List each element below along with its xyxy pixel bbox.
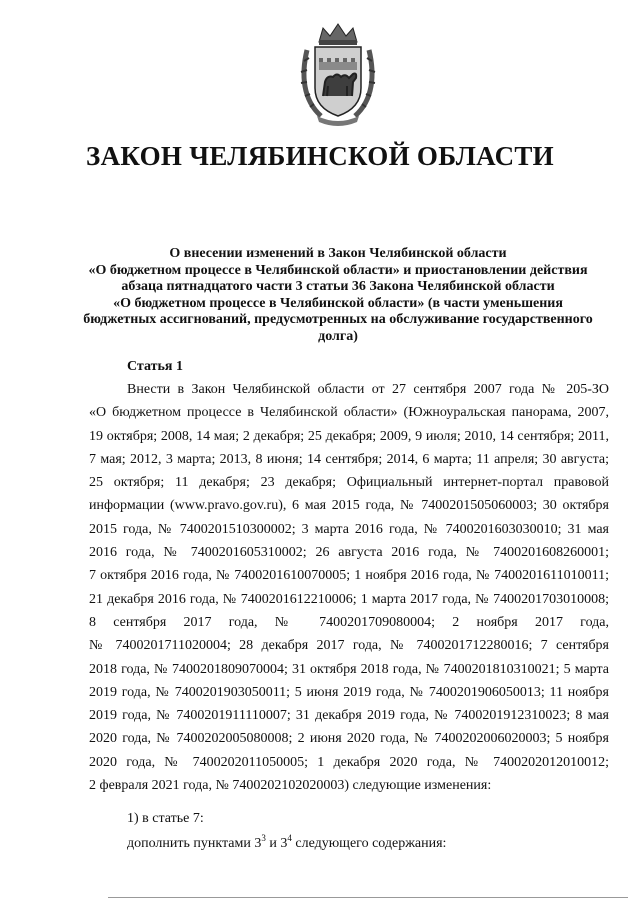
body-line: Внести в Закон Челябинской области от 27 сентября 2007 года № 205-ЗО xyxy=(127,382,609,397)
superscript: 3 xyxy=(261,833,266,843)
body-line: 2020 года, № 7400202011050005; 1 декабря 2020 года, № 7400202012010012; xyxy=(89,754,609,770)
law-title: ЗАКОН ЧЕЛЯБИНСКОЙ ОБЛАСТИ xyxy=(86,141,554,171)
body-line: 19 октября; 2008, 14 мая; 2 декабря; 25 декабря; 2009, 9 июля; 2010, 14 сентября; 2011, xyxy=(89,428,609,444)
body-line: 25 октября; 11 декабря; 23 декабря; Официальный интернет-портал правовой xyxy=(89,475,609,491)
article-heading: Статья 1 xyxy=(127,359,183,374)
chelyabinsk-coat-of-arms-emblem xyxy=(297,20,379,128)
body-line: 2 февраля 2021 года, № 7400202102020003) следующие изменения: xyxy=(89,778,492,794)
list-item-1: 1) в статье 7: xyxy=(127,811,204,826)
body-line: 2016 года, № 7400201605310002; 26 августа 2016 года, № 7400201608260001; xyxy=(89,545,609,561)
subtitle-line: «О бюджетном процессе в Челябинской области» и приостановлении действия xyxy=(88,262,588,278)
subtitle-line: бюджетных ассигнований, предусмотренных на обслуживание государственного xyxy=(83,312,593,327)
body-line: 2015 года, № 7400201510300002; 3 марта 2016 года, № 7400201603030010; 31 мая xyxy=(89,521,609,537)
body-line: информации (www.pravo.gov.ru), 6 мая 2015 года, № 7400201505060003; 30 октября xyxy=(89,498,609,514)
item2-text-before: дополнить пунктами 3 xyxy=(127,836,262,851)
subtitle-line: «О бюджетном процессе в Челябинской области» (в части уменьшения xyxy=(113,295,563,311)
article-body xyxy=(89,378,609,797)
list-item-2 xyxy=(127,833,447,852)
body-line: 2020 года, № 7400202005080008; 2 июня 2020 года, № 7400202006020003; 5 ноября xyxy=(89,731,609,747)
body-line: № 7400201711020004; 28 декабря 2017 года, № 7400201712280016; 7 сентября xyxy=(89,638,609,654)
body-line: 2019 года, № 7400201903050011; 5 июня 2019 года, № 7400201906050013; 11 ноября xyxy=(89,684,609,700)
item2-text-middle: и 3 xyxy=(265,836,288,851)
body-line: 21 декабря 2016 года, № 7400201612210006; 1 марта 2017 года, № 7400201703010008; xyxy=(89,591,609,607)
law-subtitle xyxy=(80,246,596,345)
subtitle-line: долга) xyxy=(318,328,358,344)
page-bottom-divider xyxy=(108,897,628,898)
body-line: 2019 года, № 7400201911110007; 31 декабря 2019 года, № 7400201912310023; 8 мая xyxy=(89,708,609,724)
body-line: 8 сентября 2017 года, № 7400201709080004; 2 ноября 2017 года, xyxy=(89,614,609,630)
body-line: 2018 года, № 7400201809070004; 31 октября 2018 года, № 7400201810310021; 5 марта xyxy=(89,661,609,677)
body-line: 7 мая; 2012, 3 марта; 2013, 8 июня; 14 сентября; 2014, 6 марта; 11 апреля; 30 августа; xyxy=(89,451,609,467)
subtitle-line: абзаца пятнадцатого части 3 статьи 36 Закона Челябинской области xyxy=(121,279,555,294)
body-line: «О бюджетном процессе в Челябинской области» (Южноуральская панорама, 2007, xyxy=(89,405,609,421)
item2-text-after: следующего содержания: xyxy=(291,836,447,851)
superscript: 4 xyxy=(287,833,292,843)
subtitle-line: О внесении изменений в Закон Челябинской области xyxy=(169,246,507,261)
body-line: 7 октября 2016 года, № 7400201610070005; 1 ноября 2016 года, № 7400201611010011; xyxy=(89,568,609,584)
